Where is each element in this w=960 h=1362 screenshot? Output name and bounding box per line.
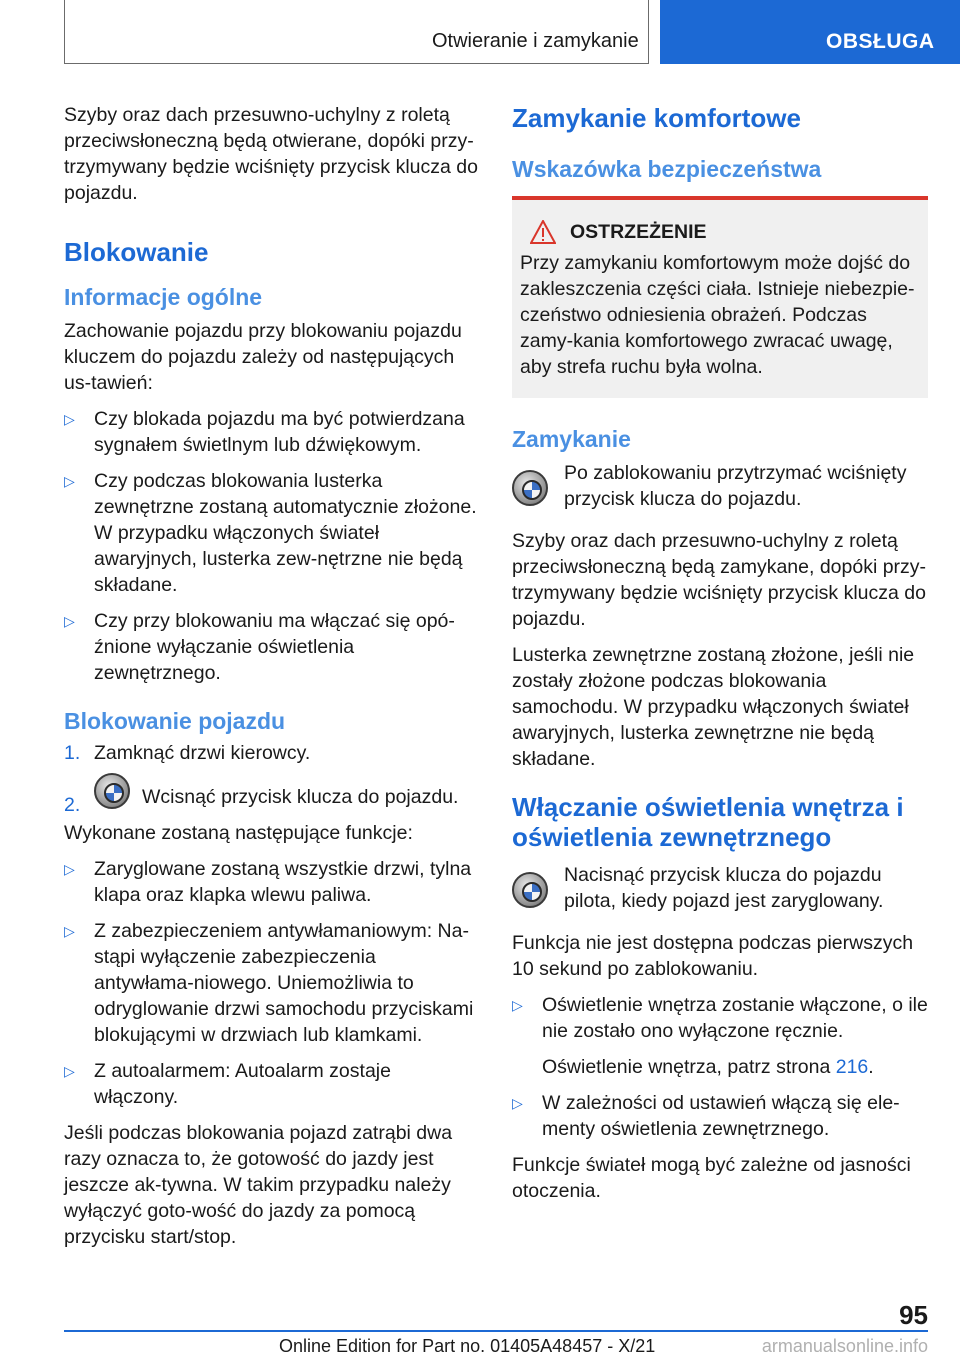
oswietlenie-paragraph-2: Funkcje świateł mogą być zależne od jasności otoczenia. [512, 1154, 911, 1202]
functions-list [64, 856, 478, 1110]
page-number: 95 [899, 1300, 928, 1330]
list-item: ▷ Z zabezpieczeniem antywłamaniowym: Na-stąpi wyłączenie zabezpieczenia antywłama-niowego. Uniemożliwia to odryglowanie drzwi samochodu przyciskami blokującymi w drzwiach lub klamkami. [64, 920, 474, 1046]
heading-informacje: Informacje ogólne [64, 284, 263, 310]
left-column [64, 102, 478, 1260]
heading-blokowanie-pojazdu: Blokowanie pojazdu [64, 708, 286, 734]
triangle-bullet-icon: ▷ [512, 997, 523, 1013]
warning-triangle-icon [530, 220, 556, 244]
triangle-bullet-icon: ▷ [64, 411, 75, 427]
footer-divider [64, 1330, 928, 1332]
oswietlenie-key-instruction: Nacisnąć przycisk klucza do pojazdu pilota, kiedy pojazd jest zaryglowany. [512, 862, 928, 914]
list-item: 2. Wcisnąć przycisk klucza do pojazdu. [64, 776, 478, 810]
car-key-button-icon [512, 470, 548, 506]
triangle-bullet-icon: ▷ [512, 1095, 523, 1111]
list-item: ▷ Czy przy blokowaniu ma włączać się opó-źnione wyłączanie oświetlenia zewnętrznego. [64, 610, 455, 684]
oswietlenie-paragraph-1: Funkcja nie jest dostępna podczas pierwszych 10 sekund po zablokowaniu. [512, 932, 914, 980]
list-item: 1. Zamknąć drzwi kierowcy. [64, 742, 311, 764]
functions-intro: Wykonane zostaną następujące funkcje: [64, 822, 413, 844]
zamykanie-key-instruction: Po zablokowaniu przytrzymać wciśnięty przycisk klucza do pojazdu. [512, 460, 928, 512]
list-item: ▷ W zależności od ustawień włączą się ele-menty oświetlenia zewnętrznego. [512, 1092, 900, 1140]
car-key-button-icon [94, 773, 130, 809]
cross-reference: Oświetlenie wnętrza, patrz strona 216. [542, 1056, 874, 1078]
footer-watermark: armanualsonline.info [761, 1336, 928, 1356]
intro-paragraph: Szyby oraz dach przesuwno-uchylny z roletą przeciwsłoneczną będą otwierane, dopóki przy-trzymywany będzie wciśnięty przycisk klucza do pojazdu. [64, 104, 478, 204]
step-number: 2. [64, 794, 81, 816]
heading-oswietlenie: Włączanie oświetlenia wnętrza i oświetlenia zewnętrznego [512, 792, 904, 852]
section-tab[interactable] [660, 0, 960, 64]
triangle-bullet-icon: ▷ [64, 473, 75, 489]
triangle-bullet-icon: ▷ [64, 1063, 75, 1079]
list-item: ▷ Czy podczas blokowania lusterka zewnętrzne zostaną automatycznie złożone. W przypadku włączonych świateł awaryjnych, lusterka zew-nętrzne nie będą składane. [64, 470, 477, 596]
triangle-bullet-icon: ▷ [64, 861, 75, 877]
settings-list [64, 406, 478, 686]
heading-zamykanie-komfortowe: Zamykanie komfortowe [512, 103, 801, 133]
step-number: 1. [64, 742, 81, 764]
car-key-button-icon [512, 872, 548, 908]
section-title: Otwieranie i zamykanie [432, 30, 639, 52]
list-item: ▷ Czy blokada pojazdu ma być potwierdzana sygnałem świetlnym lub dźwiękowym. [64, 408, 465, 456]
list-item: ▷ Oświetlenie wnętrza zostanie włączone, o ile nie zostało ono wyłączone ręcznie. Oświetlenie wnętrza, patrz strona 216. [512, 994, 928, 1078]
heading-zamykanie: Zamykanie [512, 426, 631, 452]
zamykanie-paragraph-1: Szyby oraz dach przesuwno-uchylny z roletą przeciwsłoneczną będą zamykane, dopóki przy-trzymywany będzie wciśnięty przycisk klucza do pojazdu. [512, 530, 927, 630]
oswietlenie-list [512, 992, 928, 1142]
list-item: ▷ Zaryglowane zostaną wszystkie drzwi, tylna klapa oraz klapka wlewu paliwa. [64, 858, 472, 906]
warning-text: Przy zamykaniu komfortowym może dojść do zakleszczenia części ciała. Istnieje niebezpie-czeństwo odniesienia obrażeń. Podczas zamy-kania komfortowego zwracać uwagę, aby strefa ruchu była wolna. [520, 252, 915, 378]
triangle-bullet-icon: ▷ [64, 923, 75, 939]
footer-edition: Online Edition for Part no. 01405A48457 - X/21 [279, 1336, 656, 1356]
warning-box [512, 196, 928, 398]
steps-list [64, 740, 478, 816]
heading-wskazowka: Wskazówka bezpieczeństwa [512, 156, 822, 182]
section-tab-label: OBSŁUGA [826, 30, 935, 53]
right-column [512, 102, 928, 1214]
list-item: ▷ Z autoalarmem: Autoalarm zostaje włączony. [64, 1060, 391, 1108]
page-reference-link[interactable]: 216 [835, 1056, 869, 1078]
zamykanie-paragraph-2: Lusterka zewnętrzne zostaną złożone, jeśli nie zostały złożone podczas blokowania samochodu. W przypadku włączonych świateł awaryjnych, lusterka zewnętrzne nie będą składane. [512, 644, 915, 770]
closing-paragraph: Jeśli podczas blokowania pojazd zatrąbi dwa razy oznacza to, że gotowość do jazdy jest jeszcze ak-tywna. W takim przypadku należy wyłączyć goto-wość do jazdy za pomocą przycisku start/stop. [64, 1122, 453, 1248]
warning-title: OSTRZEŻENIE [570, 221, 707, 243]
heading-blokowanie: Blokowanie [64, 237, 209, 267]
informacje-paragraph: Zachowanie pojazdu przy blokowaniu pojazdu kluczem do pojazdu zależy od następujących us-tawień: [64, 320, 462, 394]
triangle-bullet-icon: ▷ [64, 613, 75, 629]
